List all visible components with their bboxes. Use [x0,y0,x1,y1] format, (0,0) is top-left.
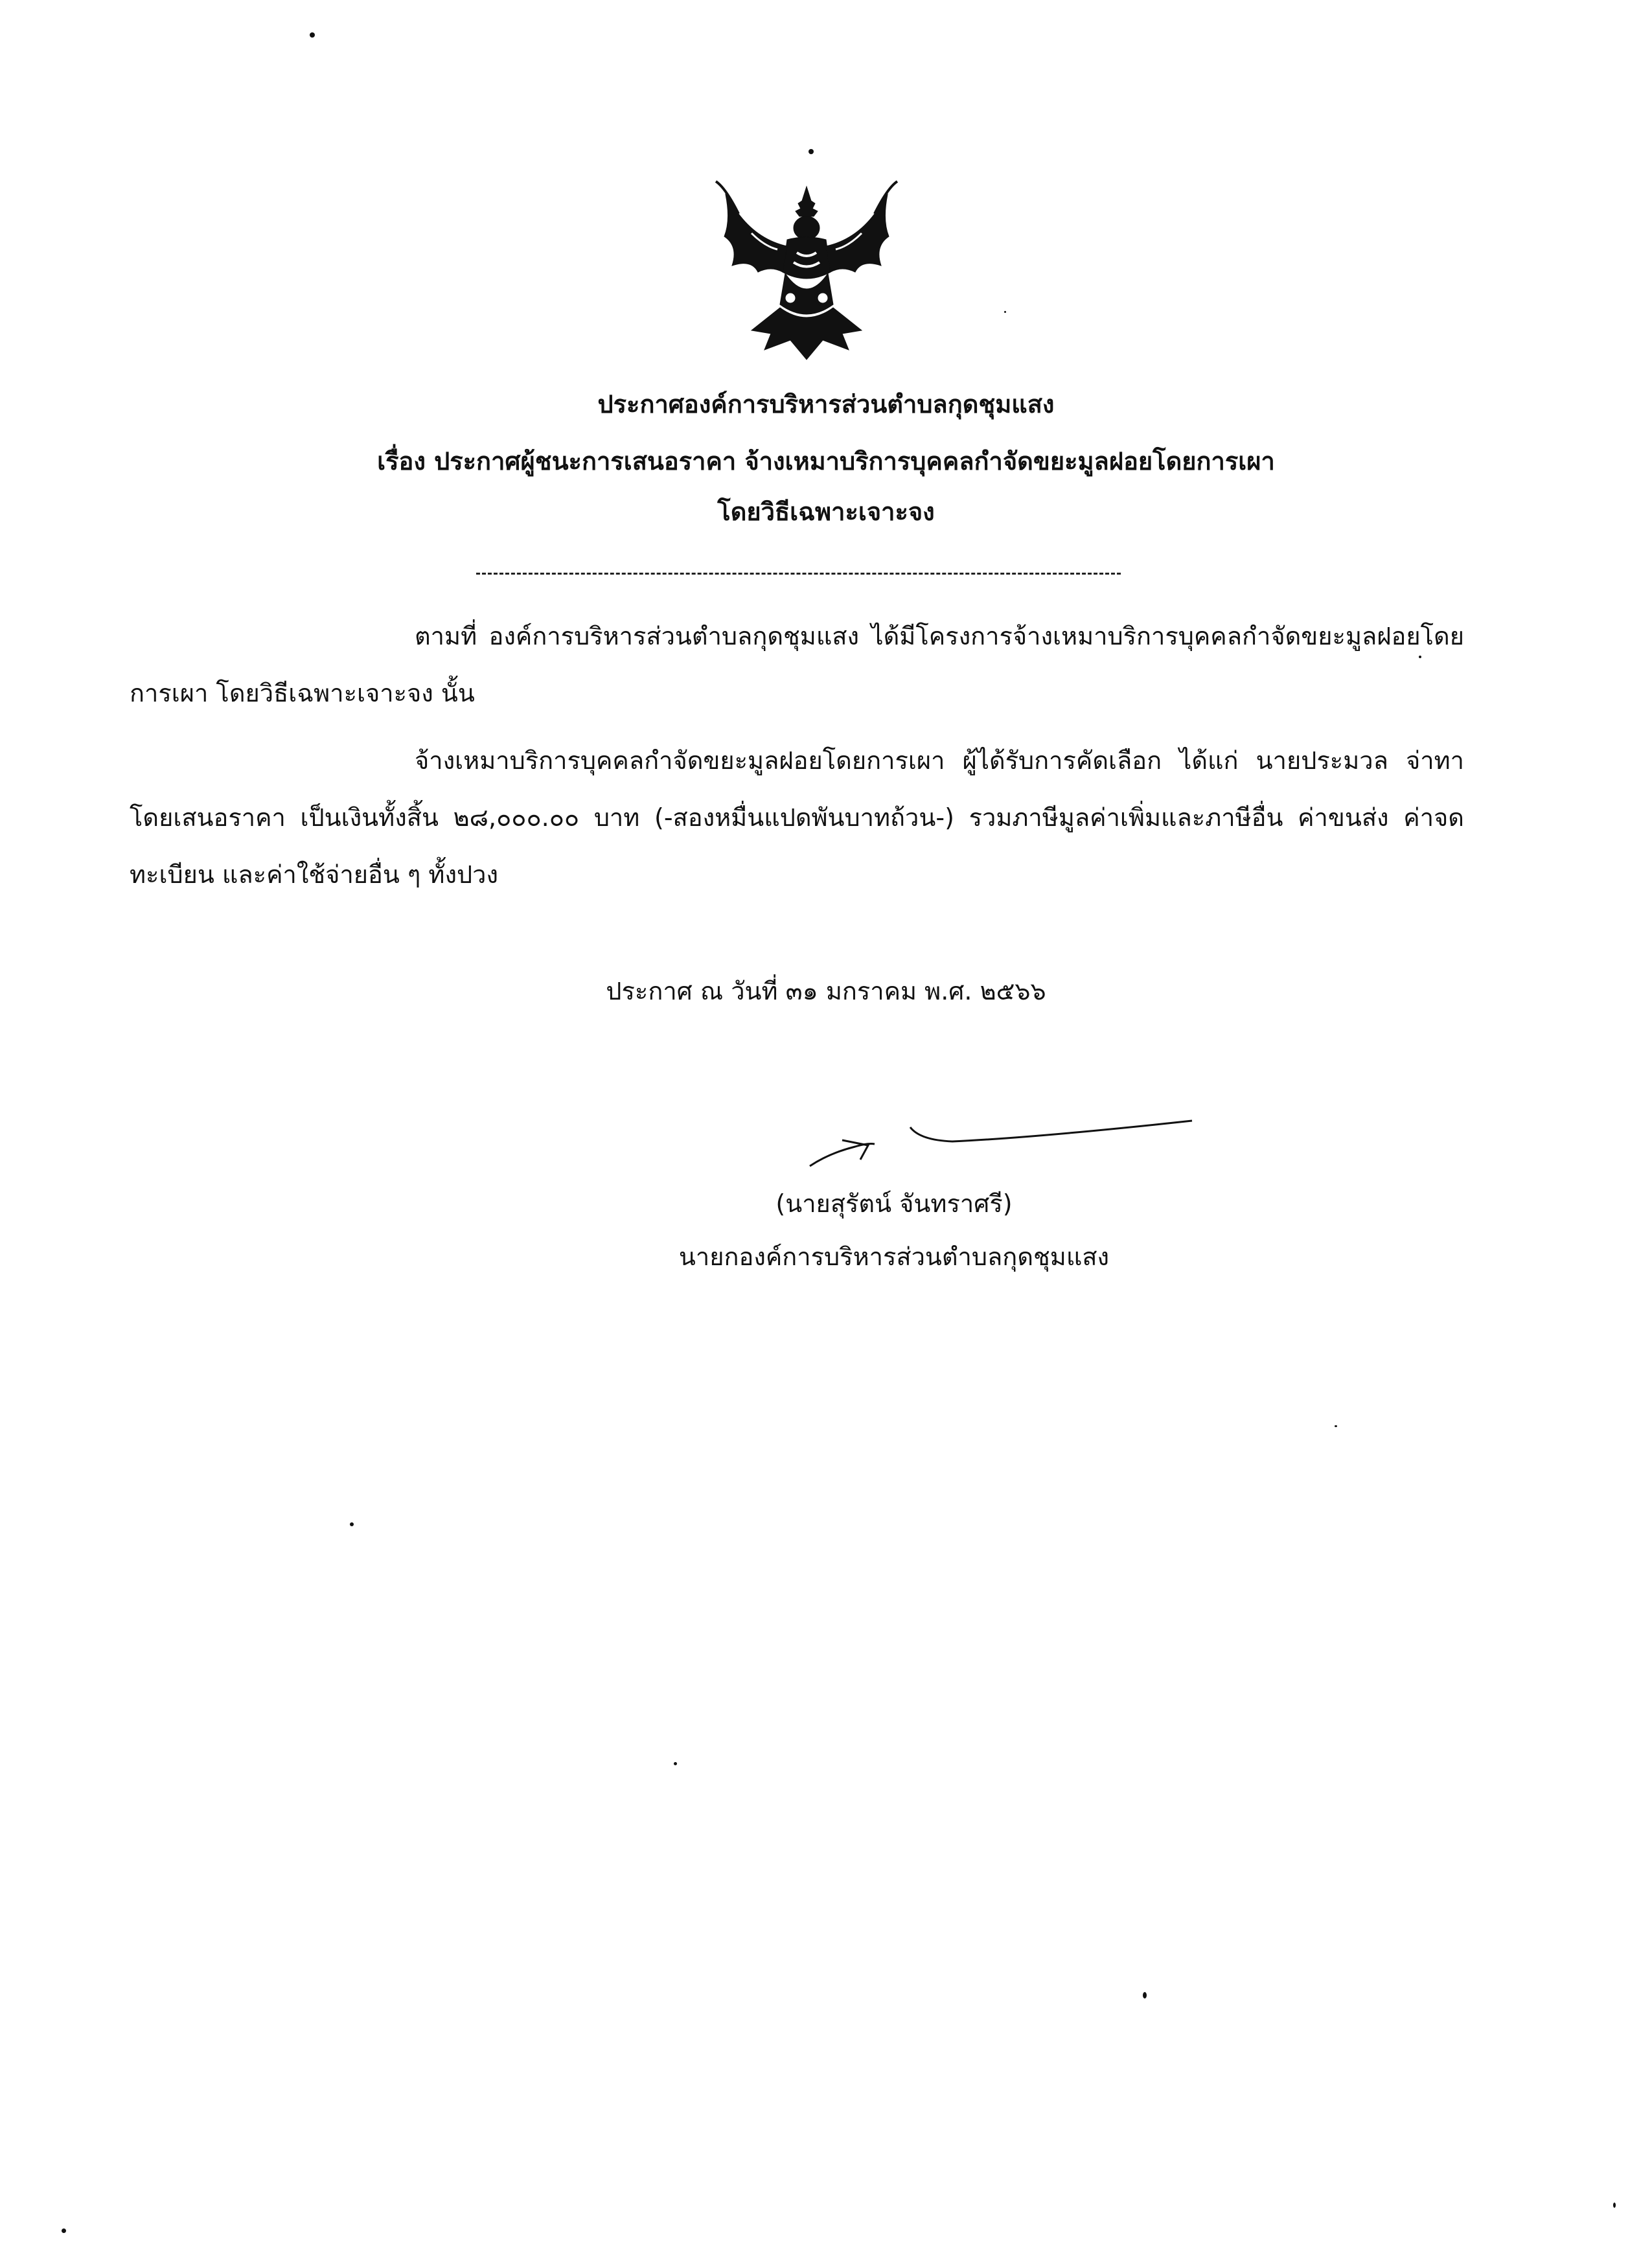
garuda-emblem-icon [713,175,901,369]
scan-speck [1143,1992,1147,1999]
scan-speck [674,1762,677,1765]
scan-speck [1004,311,1006,313]
scan-speck [809,149,814,154]
signer-name: (นายสุรัตน์ จันทราศรี) [775,1189,1013,1218]
body-paragraph-2: จ้างเหมาบริการบุคคลกำจัดขยะมูลฝอยโดยการเผา ผู้ได้รับการคัดเลือก ได้แก่ นายประมวล จ่าทา โดยเสนอราคา เป็นเงินทั้งสิ้น ๒๘,๐๐๐.๐๐ บาท (-สองหมื่นแปดพันบาทถ้วน-) รวมภาษีมูลค่าเพิ่มและภาษีอื่น ค่าขนส่ง ค่าจดทะเบียน และค่าใช้จ่ายอื่น ๆ ทั้งปวง [130,746,1464,889]
scan-speck [62,2228,66,2233]
signer-title: นายกองค์การบริหารส่วนตำบลกุดชุมแสง [678,1243,1110,1271]
announcement-subject: เรื่อง ประกาศผู้ชนะการเสนอราคา จ้างเหมาบริการบุคคลกำจัดขยะมูลฝอยโดยการเผา [377,447,1275,475]
scan-speck [1419,656,1421,658]
scan-speck [310,32,315,38]
announcement-title: ประกาศองค์การบริหารส่วนตำบลกุดชุมแสง [597,390,1055,418]
announcement-method: โดยวิธีเฉพาะเจาะจง [717,498,935,526]
scan-speck [1613,2203,1616,2208]
body-paragraph-1: ตามที่ องค์การบริหารส่วนตำบลกุดชุมแสง ได้มีโครงการจ้างเหมาบริการบุคคลกำจัดขยะมูลฝอยโดยการเผา โดยวิธีเฉพาะเจาะจง นั้น [130,622,1464,707]
announcement-date: ประกาศ ณ วันที่ ๓๑ มกราคม พ.ศ. ๒๕๖๖ [606,977,1046,1005]
scan-speck [350,1522,354,1526]
handwritten-signature [803,1101,1205,1179]
dashed-divider [476,573,1121,575]
scan-speck [1335,1425,1337,1427]
